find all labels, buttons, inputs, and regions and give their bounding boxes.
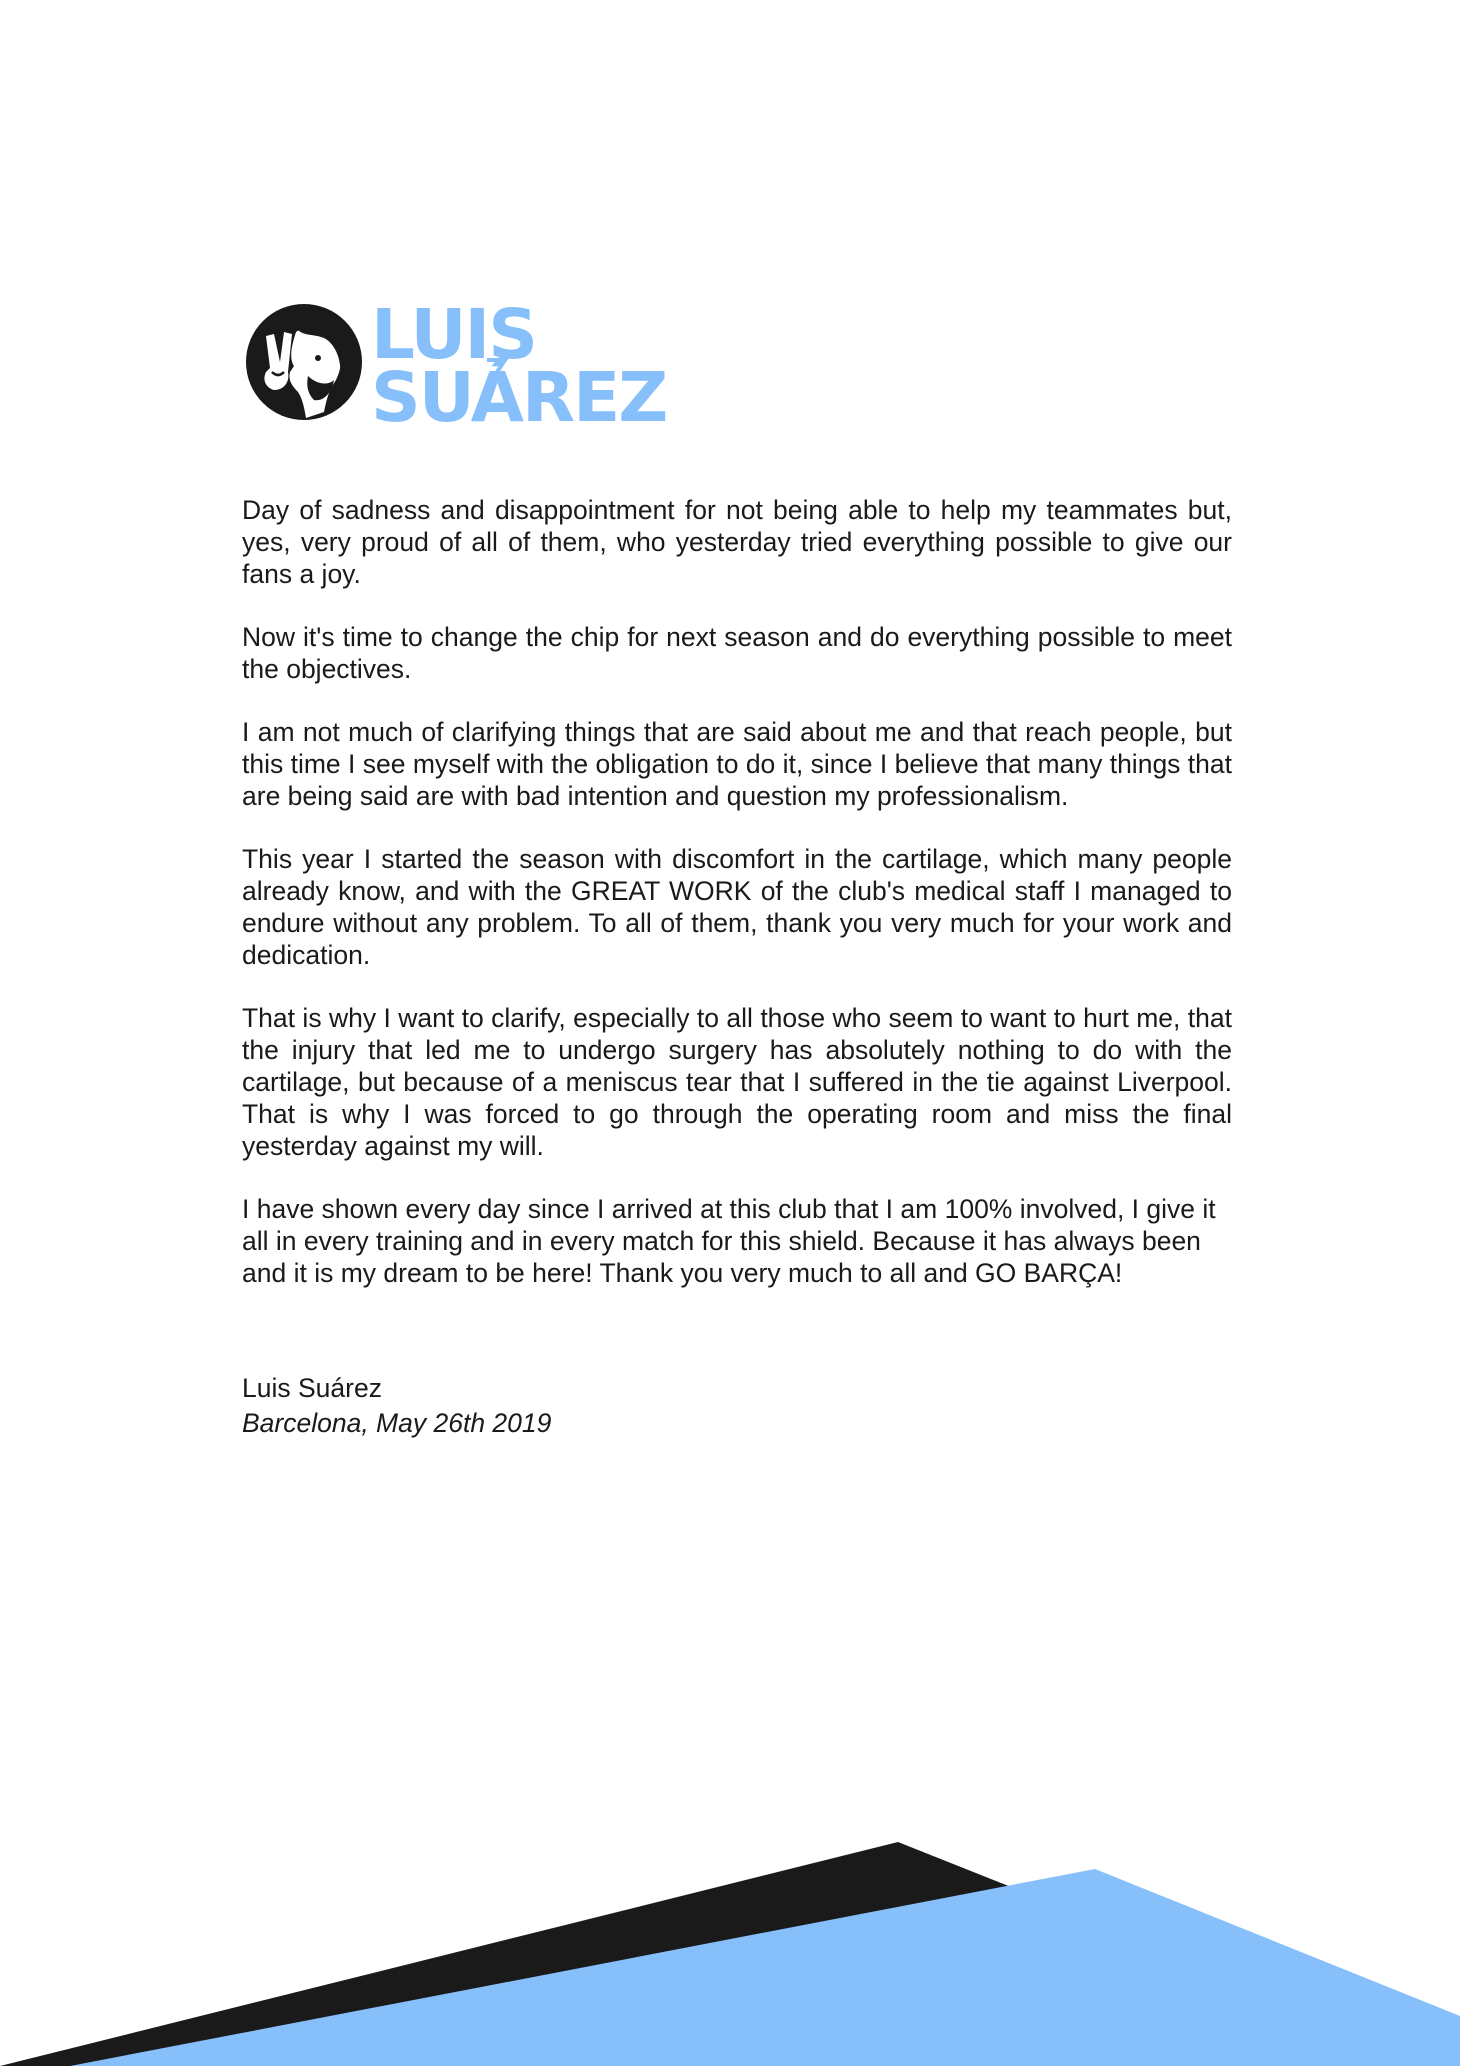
player-silhouette-icon xyxy=(244,302,364,422)
paragraph-6: I have shown every day since I arrived at this club that I am 100% involved, I give it all in every training and in every match for this shield. Because it has always been and it is my dream to be here! Thank you very much to all and GO BARÇA! xyxy=(242,1194,1216,1288)
paragraph-2: Now it's time to change the chip for next season and do everything possible to meet the objectives. xyxy=(242,622,1232,684)
letter-body xyxy=(242,494,1232,1320)
paragraph-1: Day of sadness and disappointment for not being able to help my teammates but, yes, very proud of all of them, who yesterday tried everything possible to give our fans a joy. xyxy=(242,495,1232,589)
brand-wordmark xyxy=(369,300,669,425)
brand-name-line1: LUIS xyxy=(371,300,536,375)
signature-block xyxy=(242,1371,551,1441)
paragraph-3: I am not much of clarifying things that are said about me and that reach people, but this time I see myself with the obligation to do it, since I believe that many things that are being said are with bad intention and question my professionalism. xyxy=(242,717,1232,811)
paragraph-5: That is why I want to clarify, especially to all those who seem to want to hurt me, that the injury that led me to undergo surgery has absolutely nothing to do with the cartilage, but because of a meniscus tear that I suffered in the tie against Liverpool. That is why I was forced to go through the operating room and miss the final yesterday against my will. xyxy=(242,1003,1232,1161)
brand-name-line2: SUÁREZ xyxy=(371,358,667,425)
paragraph-4: This year I started the season with discomfort in the cartilage, which many people already know, and with the GREAT WORK of the club's medical staff I managed to endure without any problem. To all of them, thank you very much for your work and dedication. xyxy=(242,844,1232,970)
signature-place-date: Barcelona, May 26th 2019 xyxy=(242,1408,552,1438)
signature-name: Luis Suárez xyxy=(242,1373,382,1403)
letterhead-logo xyxy=(244,300,684,430)
footer-decoration xyxy=(0,1806,1460,2066)
